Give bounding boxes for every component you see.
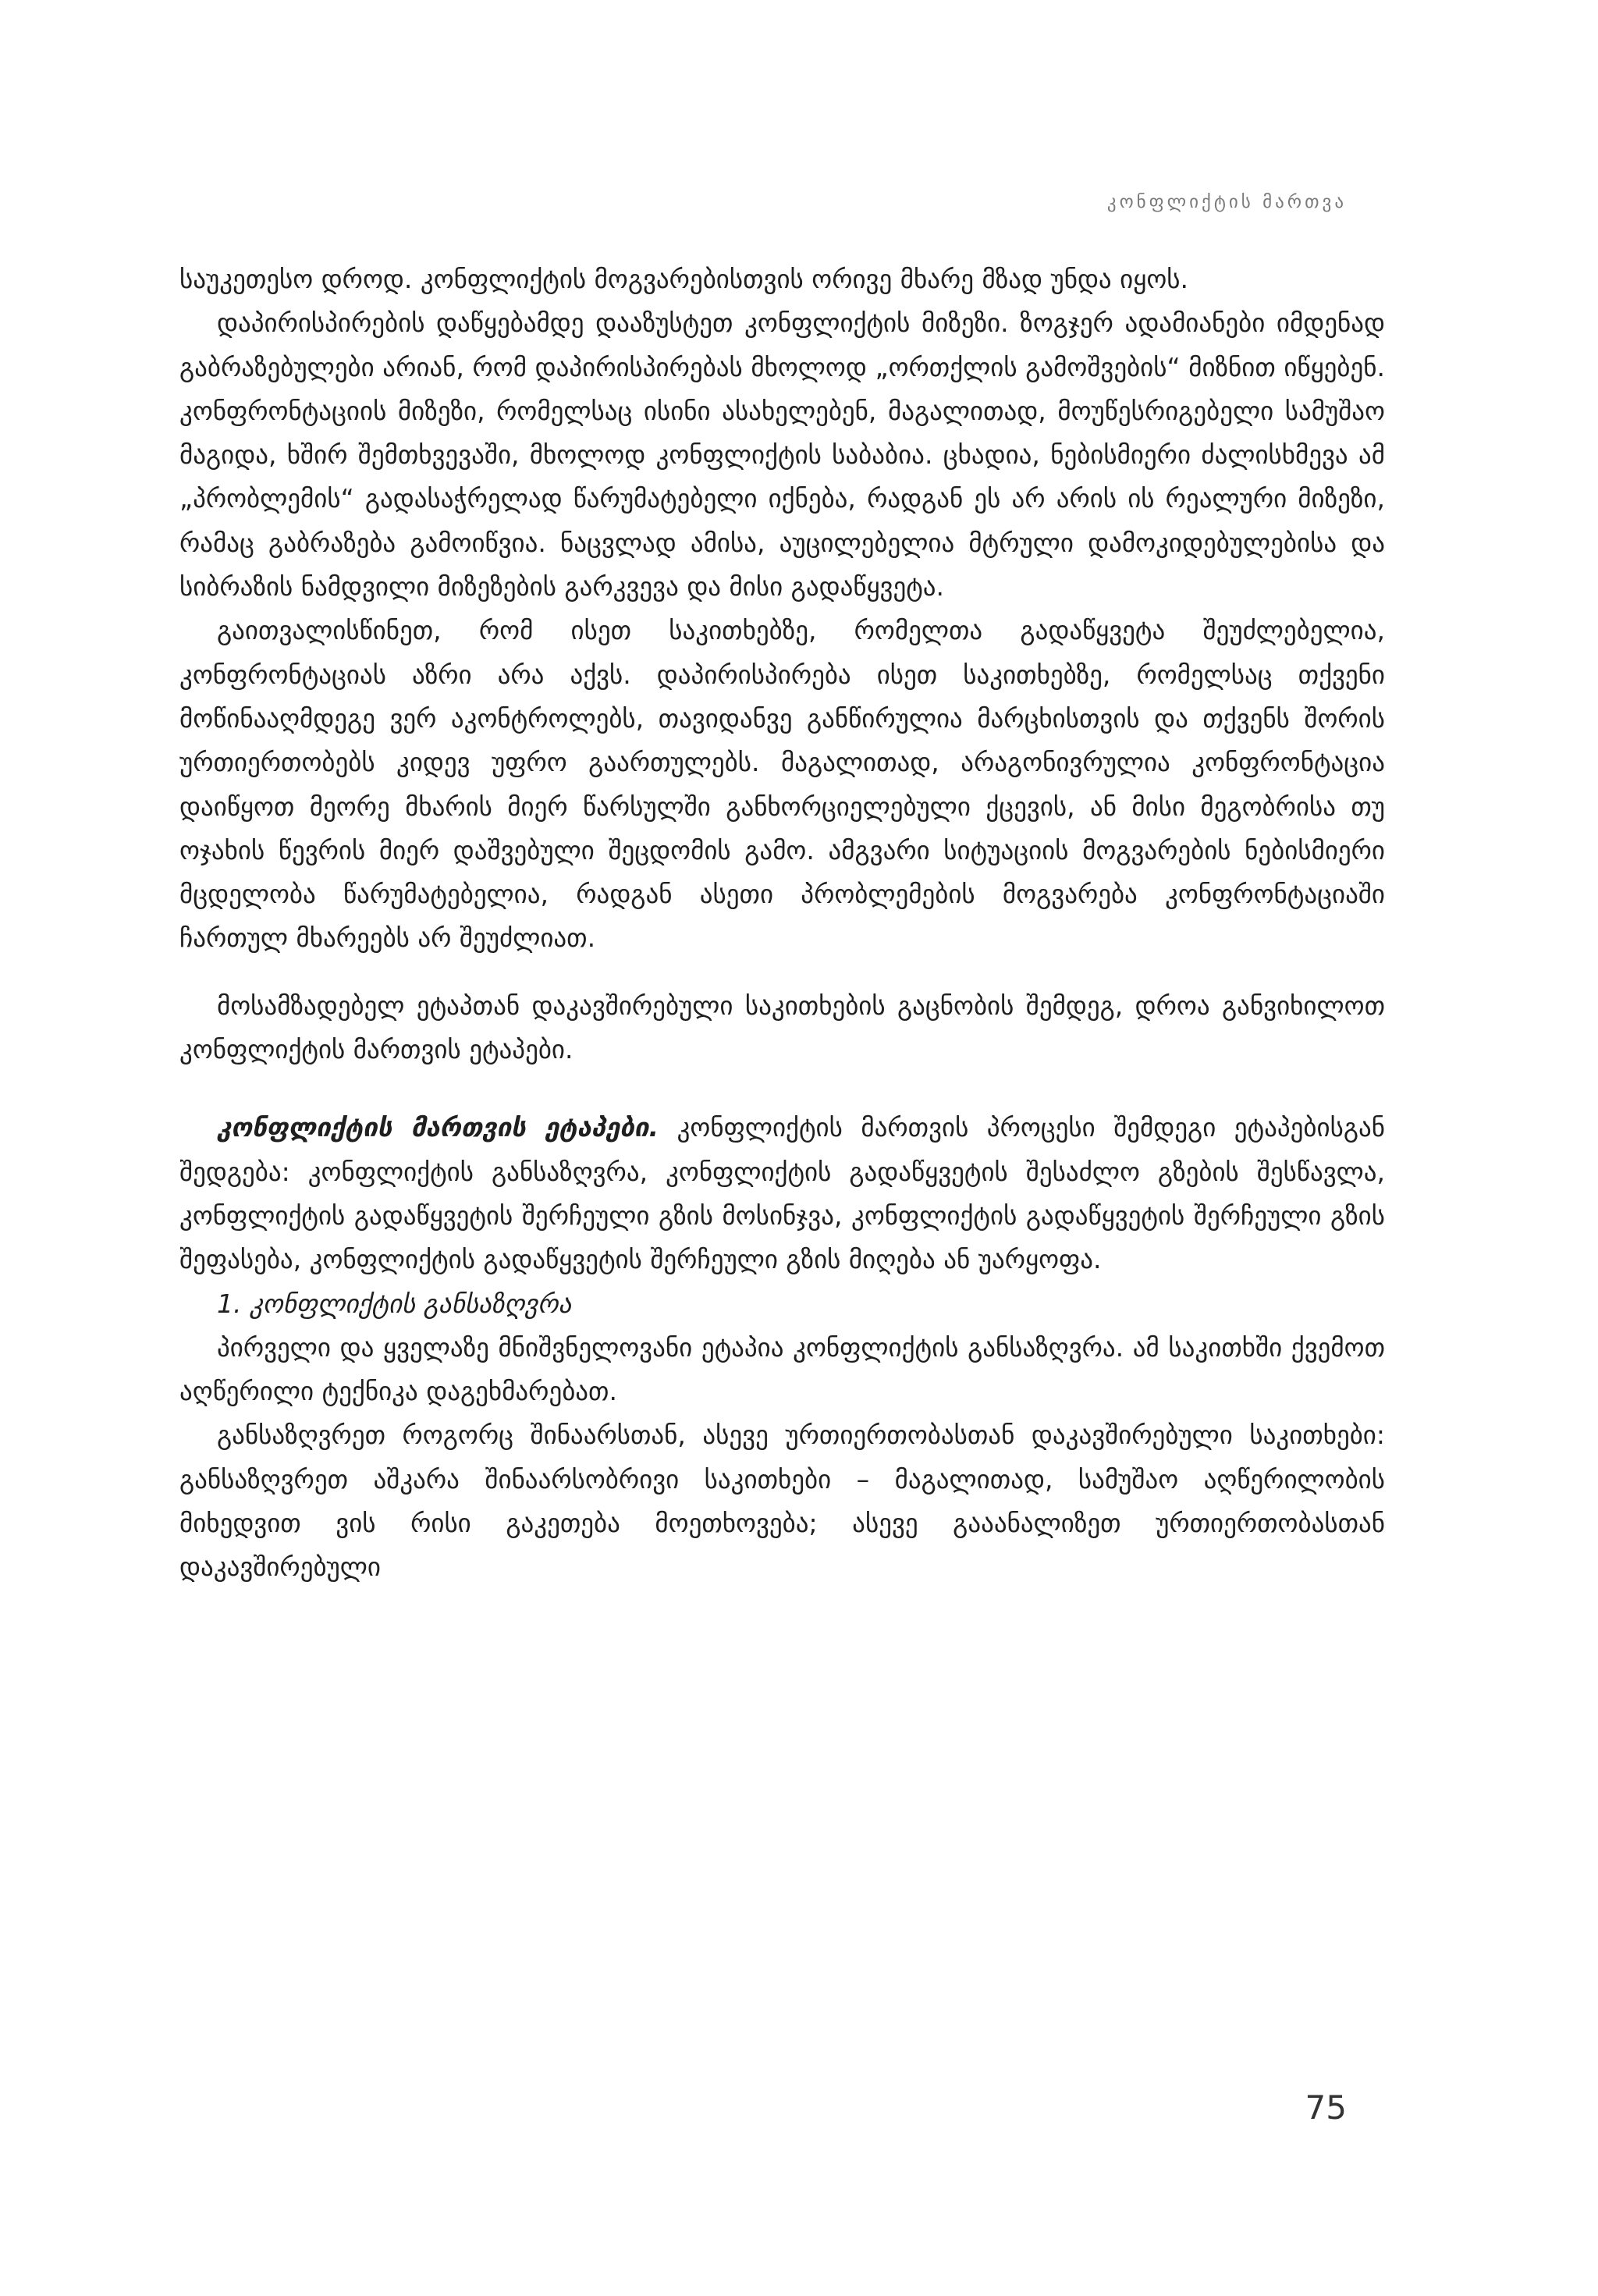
page-number: 75 [1305, 2088, 1347, 2127]
paragraph-stages [179, 1106, 1385, 1281]
stages-body: კონფლიქტის მართვის პროცესი შემდეგი ეტაპებისგან შედგება: კონფლიქტის განსაზღვრა, კონფლიქტის გადაწყვეტის შესაძლო გზების შესწავლა, კონფლიქტის გადაწყვეტის შერჩეული გზის მოსინჯვა, კონფლიქტის გადაწყვეტის შერჩეული გზის შეფასება, კონფლიქტის გადაწყვეტის შერჩეული გზის მიღება ან უარყოფა. [179, 1112, 1385, 1275]
running-header: კონფლიქტის მართვა [1106, 192, 1347, 212]
body-text [179, 258, 1385, 1590]
section-heading: 1. კონფლიქტის განსაზღვრა [217, 1288, 572, 1319]
stages-run-in-heading: კონფლიქტის მართვის ეტაპები. [217, 1112, 659, 1143]
paragraph-definition: პირველი და ყველაზე მნიშვნელოვანი ეტაპია კონფლიქტის განსაზღვრა. ამ საკითხში ქვემოთ აღწერილი ტექნიკა დაგეხმარებათ. [179, 1331, 1385, 1407]
paragraph-continuation: საუკეთესო დროდ. კონფლიქტის მოგვარებისთვის ორივე მხარე მზად უნდა იყოს. [179, 264, 1189, 294]
paragraph-content-relationship: განსაზღვრეთ როგორც შინაარსთან, ასევე ურთიერთობასთან დაკავშირებული საკითხები: განსაზღვრეთ აშკარა შინაარსობრივი საკითხები – მაგალითად, სამუშაო აღწერილობის მიხედვით ვის რისი გაკეთება მოეთხოვება; ასევე გააანალიზეთ ურთიერთობასთან დაკავშირებული [179, 1420, 1385, 1583]
paragraph-unsolvable-issues: გაითვალისწინეთ, რომ ისეთ საკითხებზე, რომელთა გადაწყვეტა შეუძლებელია, კონფრონტაციას აზრი არა აქვს. დაპირისპირება ისეთ საკითხებზე, რომელსაც თქვენი მოწინააღმდეგე ვერ აკონტროლებს, თავიდანვე განწირულია მარცხისთვის და თქვენს შორის ურთიერთობებს კიდევ უფრო გაართულებს. მაგალითად, არაგონივრულია კონფრონტაცია დაიწყოთ მეორე მხარის მიერ წარსულში განხორციელებული ქცევის, ან მისი მეგობრისა თუ ოჯახის წევრის მიერ დაშვებული შეცდომის გამო. ამგვარი სიტუაციის მოგვარების ნებისმიერი მცდელობა წარუმატებელია, რადგან ასეთი პრობლემების მოგვარება კონფრონტაციაში ჩართულ მხარეებს არ შეუძლიათ. [179, 615, 1385, 954]
paragraph-transition: მოსამზადებელ ეტაპთან დაკავშირებული საკითხების გაცნობის შემდეგ, დროა განვიხილოთ კონფლიქტის მართვის ეტაპები. [179, 990, 1385, 1065]
paragraph-conflict-cause: დაპირისპირების დაწყებამდე დააზუსტეთ კონფლიქტის მიზეზი. ზოგჯერ ადამიანები იმდენად გაბრაზებულები არიან, რომ დაპირისპირებას მხოლოდ „ორთქლის გამოშვების“ მიზნით იწყებენ. კონფრონტაციის მიზეზი, რომელსაც ისინი ასახელებენ, მაგალითად, მოუწესრიგებელი სამუშაო მაგიდა, ხშირ შემთხვევაში, მხოლოდ კონფლიქტის საბაბია. ცხადია, ნებისმიერი ძალისხმევა ამ „პრობლემის“ გადასაჭრელად წარუმატებელი იქნება, რადგან ეს არ არის ის რეალური მიზეზი, რამაც გაბრაზება გამოიწვია. ნაცვლად ამისა, აუცილებელია მტრული დამოკიდებულებისა და სიბრაზის ნამდვილი მიზეზების გარკვევა და მისი გადაწყვეტა. [179, 307, 1385, 602]
